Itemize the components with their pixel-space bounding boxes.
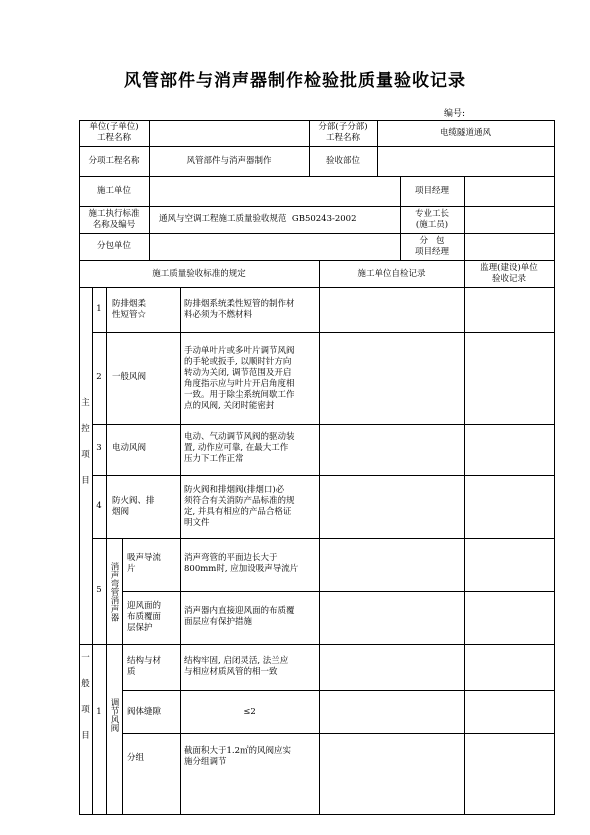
main-row-5a-name: 吸声导流 片	[127, 553, 162, 574]
border-bottom	[79, 814, 555, 815]
hline	[79, 287, 555, 288]
main-row-2-requirement: 手动单叶片或多叶片调节风阀 的手轮或扳手, 以顺时针方向 转动为关闭, 调节范围及开启 角度指示应与叶片开启角度相 一致。用于除尘系统间歇工作 点的风阀, 关闭时能密封	[184, 346, 295, 411]
standard-label: 施工执行标准 名称及编号	[88, 209, 140, 230]
hline	[92, 475, 555, 476]
main-row-2-name: 一般风阀	[112, 372, 147, 382]
main-row-1-requirement: 防排烟系统柔性短管的制作材 料必须为不燃材料	[184, 299, 295, 320]
hline	[79, 206, 555, 207]
general-items-group-label: 一 般 项 目	[81, 653, 90, 741]
vline	[122, 644, 123, 815]
main-row-4-name: 防火阀、排 烟阀	[112, 496, 155, 517]
main-row-5a-requirement: 消声弯管的平面边长大于 800mm时, 应加设吸声导流片	[184, 553, 299, 574]
vline	[180, 287, 181, 815]
column-self-check: 施工单位自检记录	[357, 269, 426, 279]
general-row-3-requirement: 截面积大于1.2㎡的风阀应实 施分组调节	[184, 746, 292, 767]
general-row-no: 1	[96, 707, 102, 717]
standard-value: 通风与空调工程施工质量验收规范 GB50243-2002	[159, 214, 357, 224]
hline	[79, 146, 555, 147]
general-row-3-name: 分组	[127, 753, 145, 763]
hline	[92, 538, 555, 539]
sub-item-value: 风管部件与消声器制作	[186, 156, 272, 166]
hline	[122, 733, 555, 734]
main-row-4-requirement: 防火阀和排烟阀(排烟口)必 须符合有关消防产品标准的规 定, 并具有相应的产品合格证 明文件	[184, 485, 295, 528]
hline	[122, 690, 555, 691]
main-row-5-group: 消声弯管消声器	[109, 561, 119, 622]
vline	[149, 120, 150, 260]
main-row-5-no: 5	[96, 585, 102, 595]
subcontractor-label: 分包单位	[96, 241, 131, 251]
general-row-group: 调节风阀	[109, 698, 119, 732]
sub-item-label: 分项工程名称	[88, 156, 140, 166]
column-standard: 施工质量验收标准的规定	[152, 269, 246, 279]
hline	[79, 233, 555, 234]
inspection-form	[79, 120, 555, 815]
vline	[464, 176, 465, 260]
main-row-5b-name: 迎风面的 布质覆面 层保护	[127, 601, 162, 633]
hline	[79, 176, 555, 177]
inspection-part-label: 验收部位	[325, 156, 360, 166]
hline	[92, 332, 555, 333]
main-row-2-no: 2	[96, 372, 102, 382]
vline	[92, 287, 93, 815]
border-top	[79, 120, 555, 121]
hline	[79, 644, 555, 645]
main-row-1-name: 防排烟柔 性短管☆	[112, 299, 147, 320]
hline	[92, 424, 555, 425]
main-items-group-label: 主 控 项 目	[81, 398, 90, 486]
construction-unit-label: 施工单位	[96, 186, 131, 196]
serial-number-label: 编号:	[444, 109, 466, 119]
main-row-3-no: 3	[96, 443, 102, 453]
hline	[122, 591, 555, 592]
sub-manager-label: 分 包 项目经理	[414, 236, 449, 257]
general-row-1-requirement: 结构牢固, 启闭灵活, 法兰应 与相应材质风管的相一致	[184, 656, 289, 677]
main-row-3-requirement: 电动、气动调节风阀的驱动装 置, 动作应可靠, 在最大工作 压力下工作正常	[184, 432, 295, 464]
foreman-label: 专业工长 (施工员)	[414, 209, 449, 230]
border-right	[554, 120, 555, 815]
subunit-label: 分部(子分部) 工程名称	[318, 122, 368, 143]
main-row-3-name: 电动风阀	[112, 443, 147, 453]
main-row-4-no: 4	[96, 501, 102, 511]
general-row-2-name: 阀体缝隙	[127, 707, 162, 717]
general-row-2-requirement: ≤2	[243, 707, 256, 717]
project-manager-label: 项目经理	[414, 186, 449, 196]
unit-label: 单位(子单位) 工程名称	[89, 122, 139, 143]
page-title: 风管部件与消声器制作检验批质量验收记录	[124, 71, 466, 91]
subunit-value: 电缆隧道通风	[439, 128, 491, 138]
main-row-1-no: 1	[96, 304, 102, 314]
main-row-5b-requirement: 消声器内直接迎风面的布质覆 面层应有保护措施	[184, 606, 295, 627]
column-supervisor: 监理(建设)单位 验收记录	[480, 263, 538, 284]
hline	[79, 260, 555, 261]
general-row-1-name: 结构与材 质	[127, 656, 162, 677]
